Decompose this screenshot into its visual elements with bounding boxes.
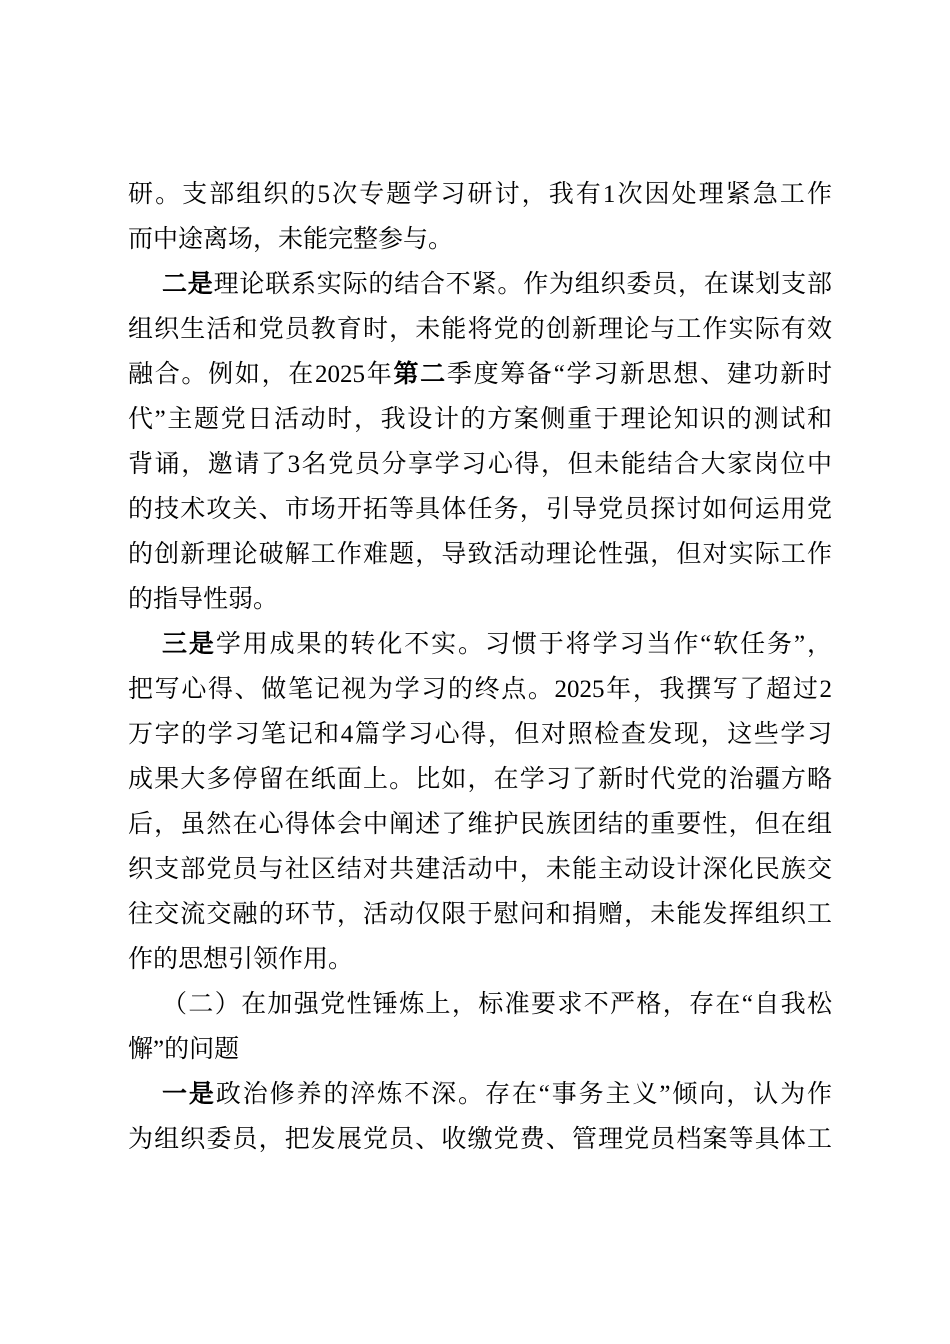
body-text: 作的思想引领作用。: [128, 946, 354, 973]
text-line: [128, 172, 832, 217]
text-line: [128, 802, 832, 847]
body-text: 理论联系实际的结合不紧。作为组织委员，在谋划支部: [213, 271, 832, 298]
text-line: [128, 667, 832, 712]
body-text: 研。支部组织的5次专题学习研讨，我有1次因处理紧急工作: [128, 181, 832, 208]
body-text: 懈”的问题: [128, 1036, 240, 1063]
body-text: 织支部党员与社区结对共建活动中，未能主动设计深化民族交: [128, 856, 832, 883]
body-text: 融合。例如，在2025年: [128, 361, 394, 388]
text-line: [128, 982, 832, 1027]
text-line: [128, 712, 832, 757]
text-line: [128, 757, 832, 802]
body-text: 政治修养的淬炼不深。存在“事务主义”倾向，认为作: [215, 1081, 832, 1108]
body-text: 把写心得、做笔记视为学习的终点。2025年，我撰写了超过2: [128, 676, 832, 703]
paragraph: [128, 622, 832, 982]
paragraph: [128, 172, 832, 262]
bold-lead-text: 一是: [162, 1081, 216, 1108]
body-text: 季度筹备“学习新思想、建功新时: [446, 361, 832, 388]
body-text: 的指导性弱。: [128, 586, 279, 613]
body-text: 学用成果的转化不实。习惯于将学习当作“软任务”，: [215, 631, 832, 658]
body-text: 代”主题党日活动时，我设计的方案侧重于理论知识的测试和: [128, 406, 832, 433]
text-line: [128, 1072, 832, 1117]
bold-lead-text: 第二: [393, 361, 447, 388]
text-line: [128, 847, 832, 892]
body-text: 而中途离场，未能完整参与。: [128, 226, 454, 253]
body-text: 为组织委员，把发展党员、收缴党费、管理党员档案等具体工: [128, 1126, 832, 1153]
body-text: 万字的学习笔记和4篇学习心得，但对照检查发现，这些学习: [128, 721, 832, 748]
body-text: 后，虽然在心得体会中阐述了维护民族团结的重要性，但在组: [128, 811, 832, 838]
text-line: [128, 487, 832, 532]
body-text: 组织生活和党员教育时，未能将党的创新理论与工作实际有效: [128, 316, 832, 343]
document-page: [128, 172, 832, 1162]
text-line: [128, 352, 832, 397]
text-line: [128, 937, 832, 982]
body-text: 往交流交融的环节，活动仅限于慰问和捐赠，未能发挥组织工: [128, 901, 832, 928]
paragraph: [128, 262, 832, 622]
body-text: 的创新理论破解工作难题，导致活动理论性强，但对实际工作: [128, 541, 832, 568]
text-line: [128, 442, 832, 487]
bold-lead-text: 二是: [162, 271, 214, 298]
body-text: 背诵，邀请了3名党员分享学习心得，但未能结合大家岗位中: [128, 451, 832, 478]
text-line: [128, 217, 832, 262]
text-line: [128, 1117, 832, 1162]
text-line: [128, 397, 832, 442]
section-heading: [128, 982, 832, 1072]
text-line: [128, 577, 832, 622]
text-line: [128, 262, 832, 307]
text-line: [128, 892, 832, 937]
text-line: [128, 622, 832, 667]
text-line: [128, 307, 832, 352]
body-text: （二）在加强党性锤炼上，标准要求不严格，存在“自我松: [162, 991, 832, 1018]
text-line: [128, 532, 832, 577]
bold-lead-text: 三是: [162, 631, 216, 658]
body-text: 的技术攻关、市场开拓等具体任务，引导党员探讨如何运用党: [128, 496, 832, 523]
text-line: [128, 1027, 832, 1072]
body-text: 成果大多停留在纸面上。比如，在学习了新时代党的治疆方略: [128, 766, 832, 793]
paragraph: [128, 1072, 832, 1162]
